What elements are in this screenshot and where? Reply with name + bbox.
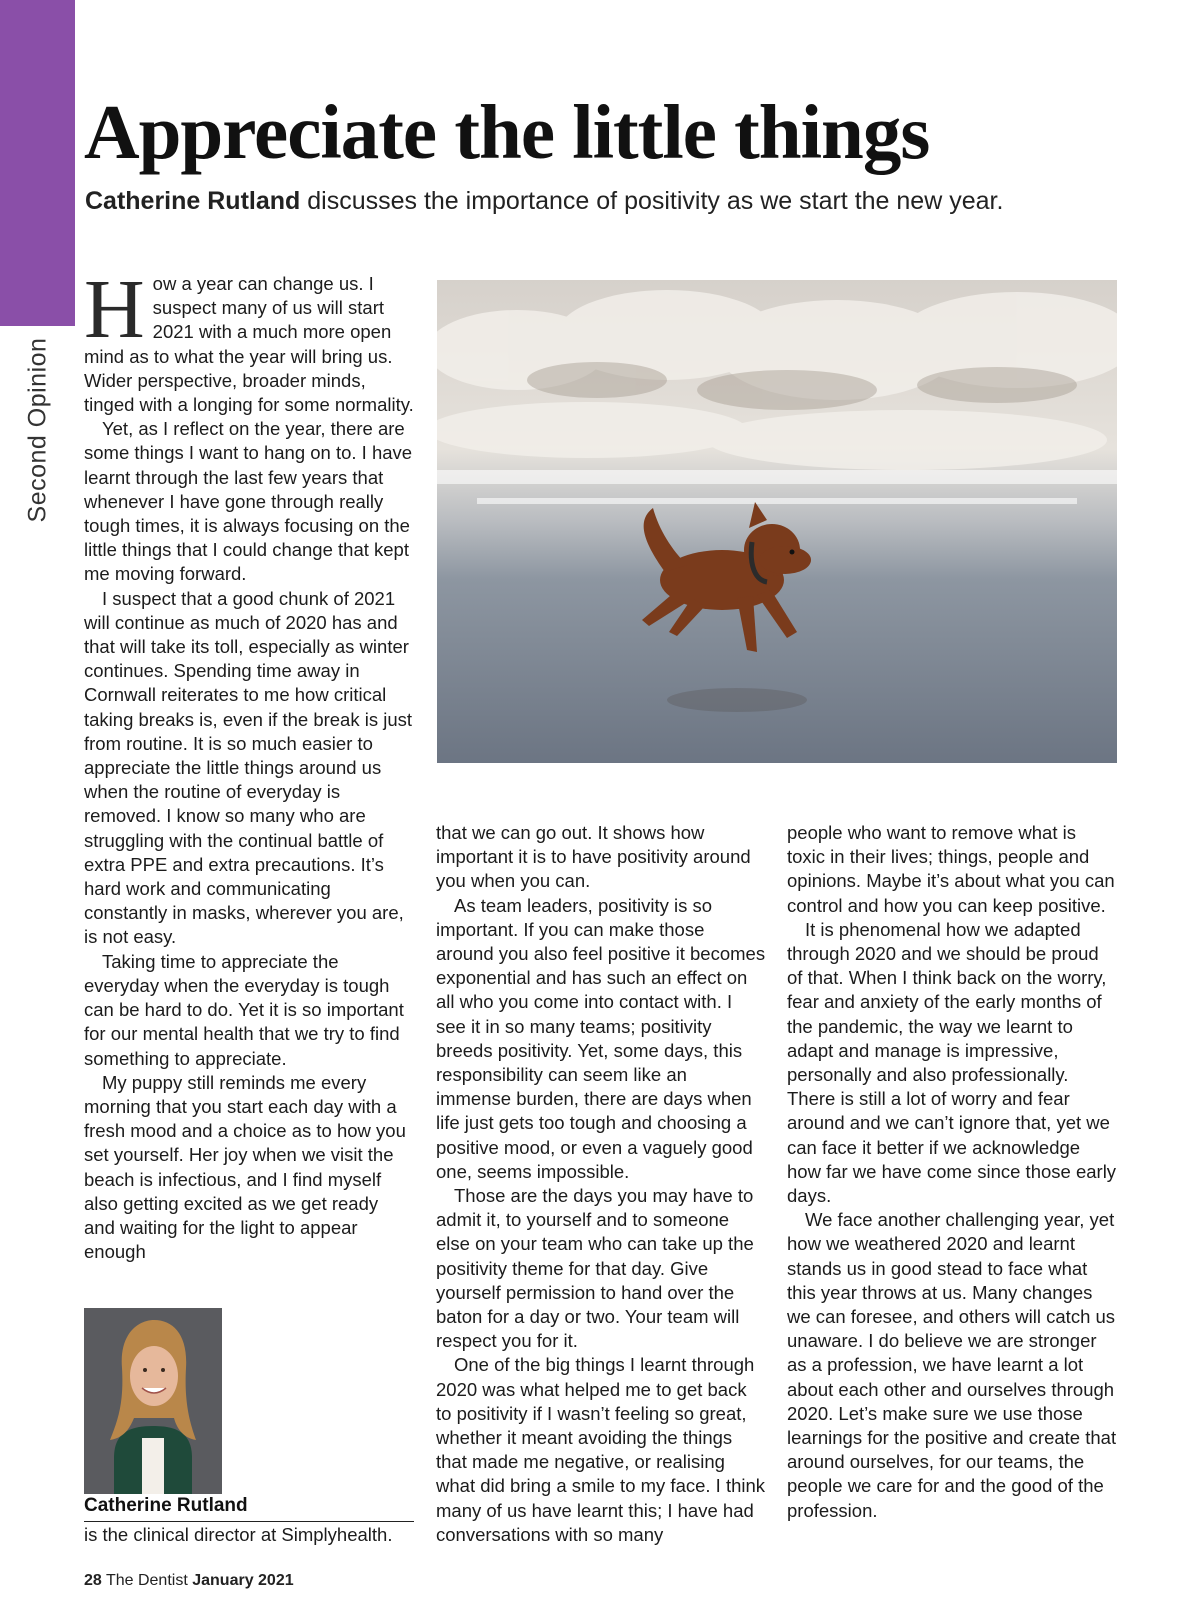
paragraph: As team leaders, positivity is so important. If you can make those around you also feel positive it becomes exponential and has such an effect on all who you come into contact with. I see it in so many teams; positivity breeds positivity. Yet, some days, this responsibility can seem like an immense burden, there are days when life just gets too tough and choosing a positive mood, or even a vaguely good one, seems impossible.: [436, 894, 766, 1182]
standfirst-text: discusses the importance of positivity as we start the new year.: [300, 187, 1004, 215]
standfirst-author: Catherine Rutland: [85, 187, 301, 215]
dog-on-beach-photo: [437, 280, 1117, 763]
standfirst: [85, 187, 1003, 216]
paragraph: that we can go out. It shows how important it is to have positivity around you when you can.: [436, 822, 751, 892]
paragraph: Those are the days you may have to admit it, to yourself and to someone else on your team who can take up the positivity theme for that day. Give yourself permission to hand over the baton for a day or two. Your team will respect you for it.: [436, 1185, 754, 1352]
paragraph: One of the big things I learnt through 2020 was what helped me to get back to positivity if I wasn’t feeling so great, whether it meant avoiding the things that made me negative, or realising what did bring a smile to my face. I think many of us have learnt this; I have had conversations with so many: [436, 1354, 766, 1545]
paragraph: ow a year can change us. I suspect many of us will start 2021 with a much more open mind as to what the year will bring us. Wider perspective, broader minds, tinged with a longing for some normality.: [84, 273, 414, 416]
paragraph: I suspect that a good chunk of 2021 will continue as much of 2020 has and that will take its toll, especially as winter continues. Spending time away in Cornwall reiterates to me how critical taking breaks is, even if the break is just from routine. It is so much easier to appreciate the little things around us when the routine of everyday is removed. I know so many who are struggling with the continual battle of extra PPE and extra precautions. It’s hard work and communicating constantly in masks, wherever you are, is not easy.: [84, 587, 413, 948]
drop-cap: H: [84, 263, 145, 356]
page-footer: [84, 1572, 294, 1590]
article-column-2: [436, 821, 766, 1547]
paragraph: We face another challenging year, yet how we weathered 2020 and learnt stands us in good stead to face what this year throws at us. Many changes we can foresee, and others will catch us unaware. I do believe we are stronger as a profession, we have learnt a lot about each other and ourselves through 2020. Let’s make sure we use those learnings for the positive and create that around ourselves, for our teams, the people we care for and the good of the profession.: [787, 1209, 1117, 1521]
publication-name: The Dentist: [105, 1572, 188, 1589]
article-column-3: [787, 821, 1117, 1523]
paragraph: My puppy still reminds me every morning that you start each day with a fresh mood and a choice as to how you set yourself. Her joy when we visit the beach is infectious, and I find myself also getting excited as we get ready and waiting for the light to appear enough: [84, 1071, 406, 1263]
article-column-1: [84, 263, 414, 1264]
author-name: Catherine Rutland: [84, 1495, 414, 1522]
paragraph: It is phenomenal how we adapted through 2020 and we should be proud of that. When I think back on the worry, fear and anxiety of the early months of the pandemic, the way we learnt to adapt and manage is impressive, personally and also professionally. There is still a lot of worry and fear around and we can’t ignore that, yet we can face it better if we acknowledge how far we have come since those early days.: [787, 918, 1117, 1207]
author-role: is the clinical director at Simplyhealth.: [84, 1524, 393, 1545]
section-color-bar: [0, 0, 75, 326]
paragraph: people who want to remove what is toxic in their lives; things, people and opinions. Maybe it’s about what you can control and how you can keep positive.: [787, 822, 1115, 916]
issue-date: January 2021: [192, 1572, 294, 1589]
page-number: 28: [84, 1572, 102, 1589]
paragraph: Taking time to appreciate the everyday when the everyday is tough can be hard to do. Yet it is so important for our mental health that we try to find something to appreciate.: [84, 950, 404, 1069]
author-portrait: [84, 1308, 222, 1494]
article-title: Appreciate the little things: [84, 89, 930, 175]
section-label: Second Opinion: [23, 337, 52, 523]
paragraph: Yet, as I reflect on the year, there are some things I want to hang on to. I have learnt through the last few years that whenever I have gone through really tough times, it is always focusing on the little things that I could change that kept me moving forward.: [84, 418, 413, 585]
